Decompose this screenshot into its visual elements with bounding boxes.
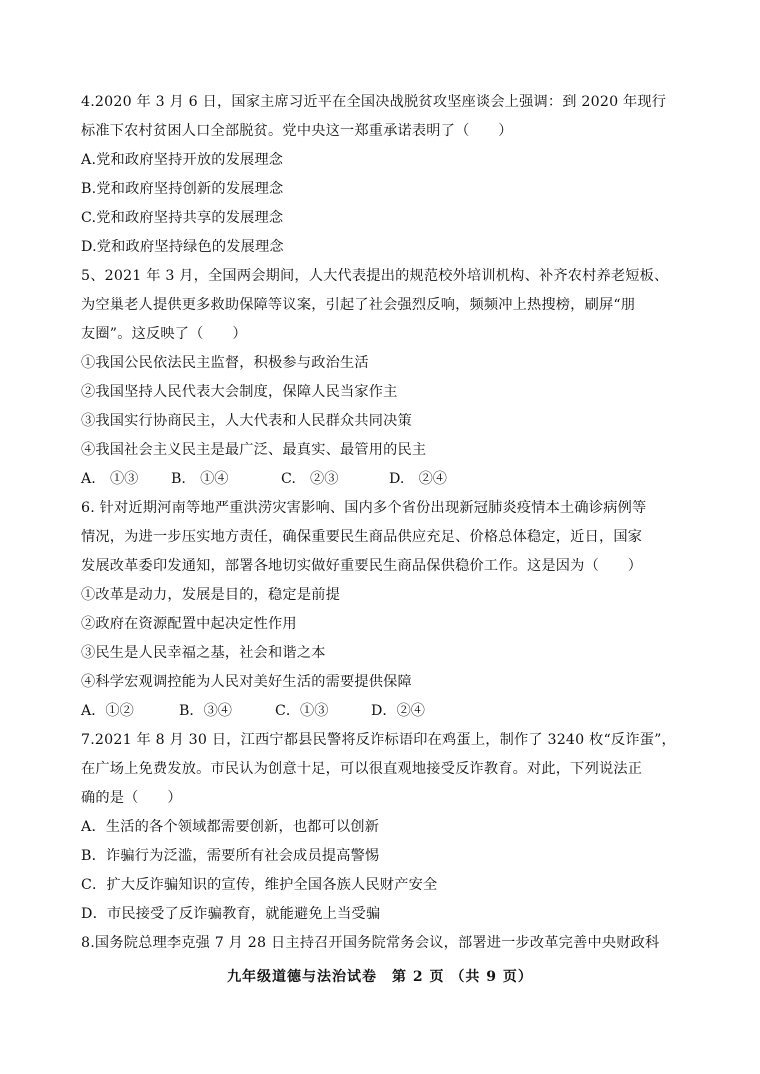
question-5-choice-c: C. ②③ — [281, 471, 339, 487]
question-4-option-d: D.党和政府坚持绿色的发展理念 — [81, 239, 284, 255]
question-7 — [81, 726, 681, 929]
question-5-choice-d: D. ②④ — [389, 471, 447, 487]
question-7-stem-line-3: 确的是（ ） — [81, 790, 182, 806]
question-6-choices — [81, 697, 681, 726]
question-7-option-d: D．市民接受了反诈骗教育，就能避免上当受骗 — [81, 906, 381, 922]
question-5-choices — [81, 465, 681, 494]
question-4-stem-line-2: 标准下农村贫困人口全部脱贫。党中央这一郑重承诺表明了（ ） — [81, 123, 513, 139]
question-4-option-c: C.党和政府坚持共享的发展理念 — [81, 210, 284, 226]
question-5-stem-line-2: 为空巢老人提供更多救助保障等议案，引起了社会强烈反响，频频冲上热搜榜，刷屏“朋 — [81, 297, 636, 313]
question-7-option-b: B．诈骗行为泛滥，需要所有社会成员提高警惕 — [81, 848, 380, 864]
question-6-choice-b: B．③④ — [179, 703, 232, 719]
question-7-option-a: A．生活的各个领域都需要创新，也都可以创新 — [81, 819, 380, 835]
question-5-choice-a: A. ①③ — [81, 471, 139, 487]
question-8-stem-line-1: 8.国务院总理李克强 7 月 28 日主持召开国务院常务会议，部署进一步改革完善中央财政科 — [81, 935, 660, 951]
question-5-statement-4: ④我国社会主义民主是最广泛、最真实、最管用的民主 — [81, 442, 427, 458]
question-6-choice-a: A．①② — [81, 703, 134, 719]
question-6-statement-1: ①改革是动力，发展是目的，稳定是前提 — [81, 587, 340, 603]
question-4-stem-line-1: 4.2020 年 3 月 6 日，国家主席习近平在全国决战脱贫攻坚座谈会上强调：到 2020 年现行 — [81, 94, 667, 110]
question-7-stem-line-2: 在广场上免费发放。市民认为创意十足，可以很直观地接受反诈教育。对此，下列说法正 — [81, 761, 643, 777]
exam-content — [81, 88, 681, 958]
question-4-option-b: B.党和政府坚持创新的发展理念 — [81, 181, 284, 197]
question-5-statement-1: ①我国公民依法民主监督，积极参与政治生活 — [81, 355, 369, 371]
question-6-statement-2: ②政府在资源配置中起决定性作用 — [81, 616, 297, 632]
question-6 — [81, 494, 681, 726]
question-6-statement-3: ③民生是人民幸福之基，社会和谐之本 — [81, 645, 326, 661]
question-5-statement-3: ③我国实行协商民主，人大代表和人民群众共同决策 — [81, 413, 412, 429]
question-6-stem-line-3: 发展改革委印发通知，部署各地切实做好重要民生商品保供稳价工作。这是因为（ ） — [81, 558, 643, 574]
question-6-choice-d: D．②④ — [371, 703, 425, 719]
question-6-stem-line-2: 情况，为进一步压实地方责任，确保重要民生商品供应充足、价格总体稳定，近日，国家 — [81, 529, 643, 545]
question-7-stem-line-1: 7.2021 年 8 月 30 日，江西宁都县民警将反诈标语印在鸡蛋上，制作了 3240 枚“反诈蛋”， — [81, 732, 676, 748]
question-5 — [81, 262, 681, 494]
question-6-statement-4: ④科学宏观调控能为人民对美好生活的需要提供保障 — [81, 674, 412, 690]
question-5-stem-line-3: 友圈”。这反映了（ ） — [81, 326, 247, 342]
question-5-choice-b: B. ①④ — [171, 471, 229, 487]
question-4-option-a: A.党和政府坚持开放的发展理念 — [81, 152, 284, 168]
question-5-statement-2: ②我国坚持人民代表大会制度，保障人民当家作主 — [81, 384, 398, 400]
question-6-choice-c: C．①③ — [275, 703, 329, 719]
question-8 — [81, 929, 681, 958]
question-7-option-c: C．扩大反诈骗知识的宣传，维护全国各族人民财产安全 — [81, 877, 438, 893]
question-6-stem-line-1: 6. 针对近期河南等地严重洪涝灾害影响、国内多个省份出现新冠肺炎疫情本土确诊病例等 — [81, 500, 647, 516]
question-5-stem-line-1: 5、2021 年 3 月，全国两会期间，人大代表提出的规范校外培训机构、补齐农村养老短板、 — [81, 268, 669, 284]
question-4 — [81, 88, 681, 262]
page-footer: 九年级道德与法治试卷 第 2 页 （共 9 页） — [227, 969, 533, 985]
